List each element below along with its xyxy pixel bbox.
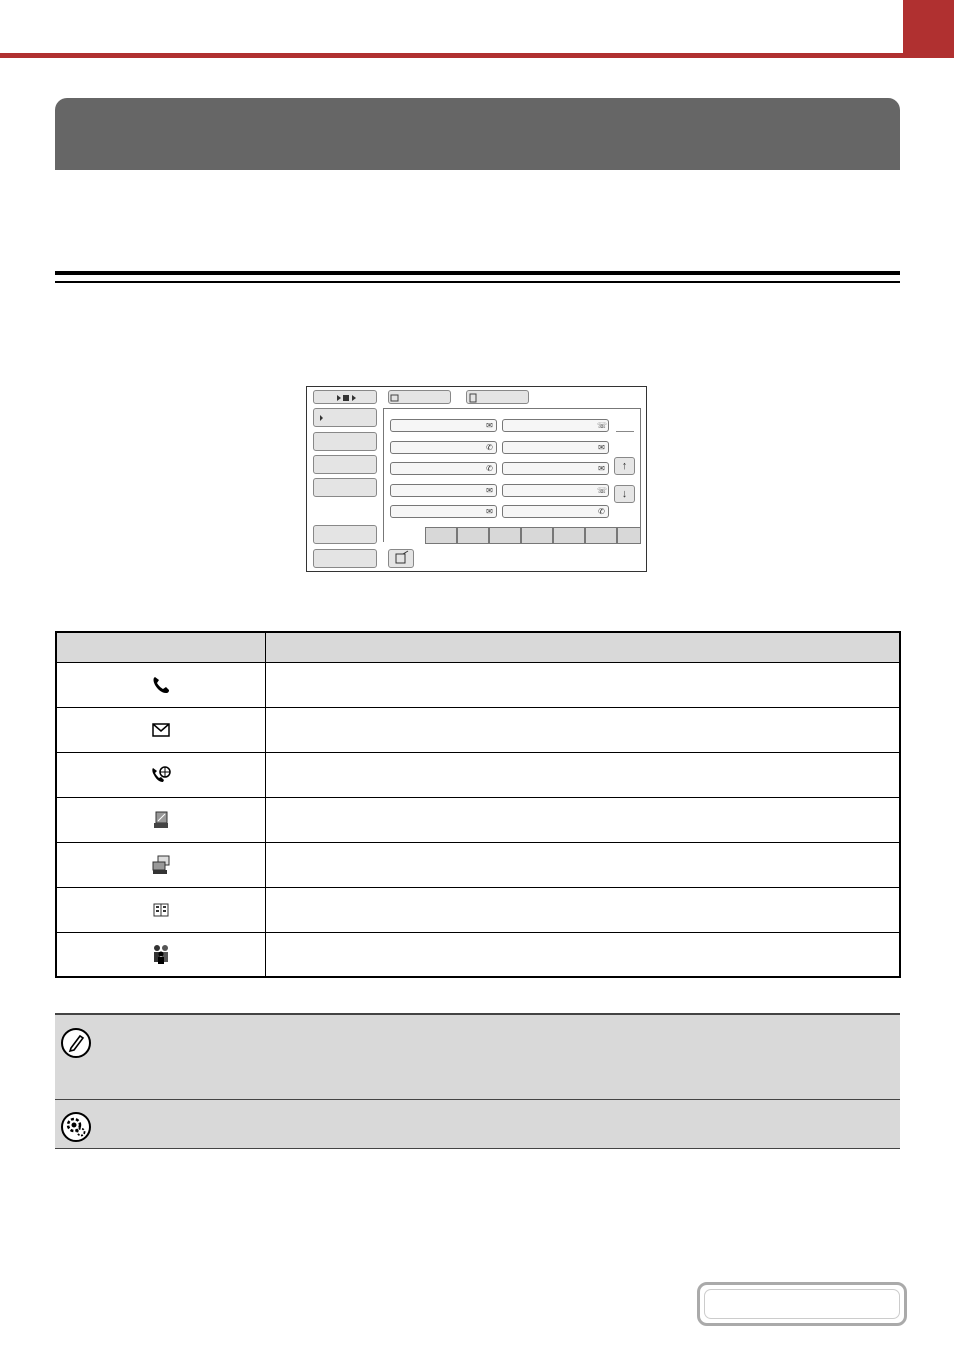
table-row xyxy=(56,662,900,707)
index-tab[interactable] xyxy=(489,527,521,544)
table-row xyxy=(56,797,900,842)
arrow-down-icon: ↓ xyxy=(621,488,628,500)
global-search-button[interactable] xyxy=(388,549,414,568)
document-icon xyxy=(467,392,479,404)
side-button-5[interactable] xyxy=(313,525,377,544)
table-row xyxy=(56,932,900,977)
internet-fax-icon: ☏ xyxy=(597,421,608,430)
table-cell-description xyxy=(265,797,900,842)
table-cell-description xyxy=(265,842,900,887)
section-rule xyxy=(55,271,900,275)
internet-fax-icon xyxy=(150,764,172,786)
arrow-up-icon: ↑ xyxy=(621,460,628,472)
scroll-up-button[interactable] xyxy=(614,457,635,475)
internet-fax-icon: ☏ xyxy=(597,486,608,495)
email-icon: ✉ xyxy=(486,486,493,495)
note-box xyxy=(55,1013,900,1099)
email-icon: ✉ xyxy=(486,507,493,516)
contents-button[interactable] xyxy=(697,1282,907,1326)
section-rule-thin xyxy=(55,281,900,283)
destination-panel xyxy=(383,408,641,542)
destination-button[interactable] xyxy=(502,462,609,475)
email-icon xyxy=(150,719,172,741)
index-tab[interactable] xyxy=(585,527,617,544)
destination-button[interactable] xyxy=(390,419,497,432)
email-icon: ✉ xyxy=(598,464,605,473)
table-cell-description xyxy=(265,887,900,932)
fax-icon xyxy=(150,674,172,696)
fax-icon: ✆ xyxy=(486,443,493,452)
network-folder-icon xyxy=(150,854,172,876)
scroll-down-button[interactable] xyxy=(614,485,635,503)
table-row xyxy=(56,707,900,752)
email-icon: ✉ xyxy=(598,443,605,452)
index-tab[interactable] xyxy=(425,527,457,544)
index-tabs xyxy=(383,527,641,544)
destination-button[interactable] xyxy=(502,505,609,518)
fax-icon: ✆ xyxy=(486,464,493,473)
pointer-icon xyxy=(314,409,324,426)
table-cell-description xyxy=(265,932,900,977)
title-banner xyxy=(55,98,900,170)
table-header-icon xyxy=(56,632,265,662)
index-tab[interactable] xyxy=(617,527,641,544)
top-tab-2[interactable] xyxy=(466,390,529,404)
side-button-6[interactable] xyxy=(313,549,377,568)
destination-button[interactable] xyxy=(390,462,497,475)
side-button-4[interactable] xyxy=(313,478,377,497)
index-tab[interactable] xyxy=(521,527,553,544)
fax-icon: ✆ xyxy=(598,507,605,516)
direct-smtp-icon xyxy=(150,899,172,921)
index-tab[interactable] xyxy=(553,527,585,544)
table-cell-description xyxy=(265,662,900,707)
condition-button[interactable] xyxy=(313,408,377,427)
table-cell-description xyxy=(265,752,900,797)
table-row xyxy=(56,752,900,797)
header-tab xyxy=(903,0,954,55)
destination-button[interactable] xyxy=(390,441,497,454)
destination-button[interactable] xyxy=(390,505,497,518)
folder-icon xyxy=(389,392,401,404)
page-indicator xyxy=(616,431,634,432)
group-icon xyxy=(150,943,172,965)
table-row xyxy=(56,842,900,887)
table-row xyxy=(56,887,900,932)
system-settings-icon xyxy=(61,1112,91,1142)
destination-button[interactable] xyxy=(390,484,497,497)
search-address-icon xyxy=(389,550,413,567)
table-cell-description xyxy=(265,707,900,752)
side-button-2[interactable] xyxy=(313,432,377,451)
icon-table xyxy=(55,631,901,978)
index-tab[interactable] xyxy=(457,527,489,544)
destination-button[interactable] xyxy=(502,419,609,432)
header-line xyxy=(0,53,954,58)
contents-button-label xyxy=(704,1289,900,1319)
email-icon: ✉ xyxy=(486,421,493,430)
destination-button[interactable] xyxy=(502,441,609,454)
note-pencil-icon xyxy=(61,1028,91,1058)
sort-button[interactable] xyxy=(313,390,377,404)
ftp-desktop-icon xyxy=(150,809,172,831)
system-settings-box xyxy=(55,1099,900,1149)
table-header-description xyxy=(265,632,900,662)
sort-arrows-icon xyxy=(314,392,376,404)
top-tab-1[interactable] xyxy=(388,390,451,404)
side-button-3[interactable] xyxy=(313,455,377,474)
destination-button[interactable] xyxy=(502,484,609,497)
address-book-screen xyxy=(306,386,647,572)
